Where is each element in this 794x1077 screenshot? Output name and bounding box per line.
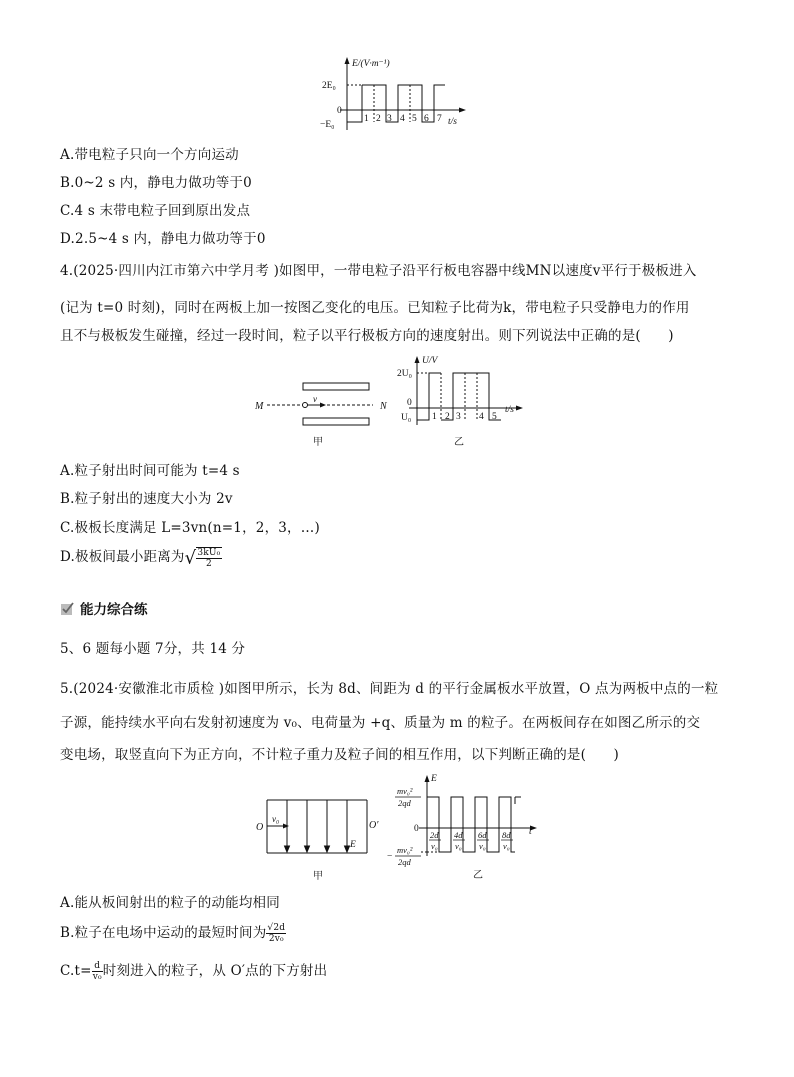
q4-option-d-den: 2 <box>205 558 212 569</box>
q5-e-bottom-num: mv₀² <box>397 845 413 855</box>
fig1-tick: 2 <box>376 114 381 124</box>
q4-caption-jia: 甲 <box>313 437 323 448</box>
q5-e-tick-den: v₀ <box>503 841 510 851</box>
q5-e-tick-num: 6d <box>478 830 487 840</box>
q5-e-tick-den: v₀ <box>455 841 462 851</box>
q4-figure-jia <box>255 375 400 450</box>
q4-stem-line1: 4.(2025·四川内江市第六中学月考 )如图甲，一带电粒子沿平行板电容器中线MN以速度v平行于极板进入 <box>60 263 697 279</box>
fig1-tick: 3 <box>387 114 392 124</box>
q3-option-d: D.2.5~4 s 内，静电力做功等于0 <box>60 231 266 247</box>
q5-option-c-suffix: 时刻进入的粒子，从 O′点的下方射出 <box>102 963 328 979</box>
q4-option-c: C.极板长度满足 L=3vn(n=1，2，3，…) <box>60 520 320 536</box>
fig1-y-bottom: −E₀ <box>320 120 335 130</box>
q5-figure-yi <box>385 770 545 882</box>
fig1-xlabel: t/s <box>448 117 457 127</box>
q5-option-b <box>60 921 286 944</box>
q5-option-b-text: B.粒子在电场中运动的最短时间为 <box>60 925 267 941</box>
q3-option-c: C.4 s 末带电粒子回到原出发点 <box>60 203 251 219</box>
fig1-tick: 7 <box>437 114 442 124</box>
q5-e-top-num: mv₀² <box>397 786 413 796</box>
q5-e-zero: 0 <box>414 824 419 834</box>
q5-e-tick-den: v₀ <box>431 841 438 851</box>
q5-option-b-den: 2v₀ <box>268 934 284 944</box>
q4-caption-yi: 乙 <box>454 437 464 448</box>
sqrt-expression: √ $\frac{\text{3kU₀}}{2}$ <box>184 547 221 569</box>
q5-option-c <box>60 959 327 982</box>
section-header <box>60 598 148 618</box>
q5-figure-jia <box>255 795 385 885</box>
q4-figure-yi <box>395 353 530 450</box>
q5-e-ylabel: E <box>431 774 437 784</box>
q5-e-tick-num: 8d <box>502 830 511 840</box>
q5-label-o-prime: O′ <box>369 820 379 831</box>
q5-option-b-num: √2d <box>267 923 286 933</box>
q4-label-m: M <box>255 401 264 412</box>
check-square-icon <box>60 602 74 616</box>
q4-u-tick: 2 <box>445 412 450 422</box>
q5-stem-line1: 5.(2024·安徽淮北市质检 )如图甲所示，长为 8d、间距为 d 的平行金属板水平放置，O 点为两板中点的一粒 <box>60 681 719 697</box>
section-scoring: 5、6 题每小题 7分，共 14 分 <box>60 641 246 657</box>
q5-label-v0: v₀ <box>272 814 280 824</box>
fig1-waveform <box>347 85 445 122</box>
section-title: 能力综合练 <box>80 602 148 618</box>
q5-e-xlabel: t <box>529 827 532 837</box>
q4-label-n: N <box>380 401 387 412</box>
q4-u-tick: 4 <box>479 412 484 422</box>
fig1-tick: 5 <box>412 114 417 124</box>
q5-option-b-frac <box>266 923 286 944</box>
fig1-tick: 6 <box>424 114 429 124</box>
fig1-y-top: 2E₀ <box>322 81 336 91</box>
q4-option-a: A.粒子射出时间可能为 t=4 s <box>60 463 240 479</box>
fig1-tick: 4 <box>400 114 405 124</box>
fig1-y-zero: 0 <box>337 106 342 116</box>
q5-e-bottom-sign: − <box>387 852 393 862</box>
figure-e-t-graph <box>320 55 470 135</box>
q5-caption-jia: 甲 <box>313 871 323 882</box>
q5-e-tick-num: 2d <box>430 830 439 840</box>
q5-label-e: E <box>350 840 356 850</box>
q5-option-c-den: v₀ <box>92 972 102 982</box>
q4-option-d-num: 3kU₀ <box>197 547 221 558</box>
q3-option-b: B.0~2 s 内，静电力做功等于0 <box>60 175 252 191</box>
q5-option-a: A.能从板间射出的粒子的动能均相同 <box>60 895 280 911</box>
q4-u-xlabel: t/s <box>505 405 514 415</box>
q4-option-b: B.粒子射出的速度大小为 2v <box>60 491 233 507</box>
q5-stem-line3: 变电场，取竖直向下为正方向，不计粒子重力及粒子间的相互作用，以下判断正确的是( ) <box>60 747 619 763</box>
fig1-tick: 1 <box>364 114 369 124</box>
q4-u-tick: 1 <box>432 412 437 422</box>
q5-e-top-den: 2qd <box>398 798 411 808</box>
q5-stem-line2: 子源，能持续水平向右发射初速度为 v₀、电荷量为 +q、质量为 m 的粒子。在两板间存在如图乙所示的交 <box>60 715 701 731</box>
q4-stem-line3: 且不与极板发生碰撞，经过一段时间，粒子以平行极板方向的速度射出。则下列说法中正确的是( ) <box>60 328 674 344</box>
q5-e-bottom-den: 2qd <box>398 857 411 867</box>
q4-u-zero: 0 <box>407 398 412 408</box>
q5-e-tick-num: 4d <box>454 830 463 840</box>
fig1-ylabel: E/(V·m⁻¹) <box>352 59 390 69</box>
q4-stem-line2: (记为 t=0 时刻)，同时在两板上加一按图乙变化的电压。已知粒子比荷为k，带电粒子只受静电力的作用 <box>60 300 690 316</box>
q3-option-a: A.带电粒子只向一个方向运动 <box>60 147 239 163</box>
q4-u-bottom: U₀ <box>401 413 412 423</box>
q5-label-o: O <box>256 822 264 833</box>
q4-u-top: 2U₀ <box>397 369 412 379</box>
q5-caption-yi: 乙 <box>473 870 483 881</box>
q4-option-d <box>60 545 222 569</box>
q4-option-d-text: D.极板间最小距离为 <box>60 549 185 565</box>
q4-label-v: v <box>313 394 317 404</box>
q5-e-tick-den: v₀ <box>479 841 486 851</box>
q5-option-c-prefix: C.t= <box>60 963 92 979</box>
q5-option-c-frac <box>92 961 103 982</box>
q4-u-tick: 3 <box>456 412 461 422</box>
q5-option-c-num: d <box>92 961 103 972</box>
q4-u-ylabel: U/V <box>422 356 438 366</box>
q4-u-tick: 5 <box>492 412 497 422</box>
